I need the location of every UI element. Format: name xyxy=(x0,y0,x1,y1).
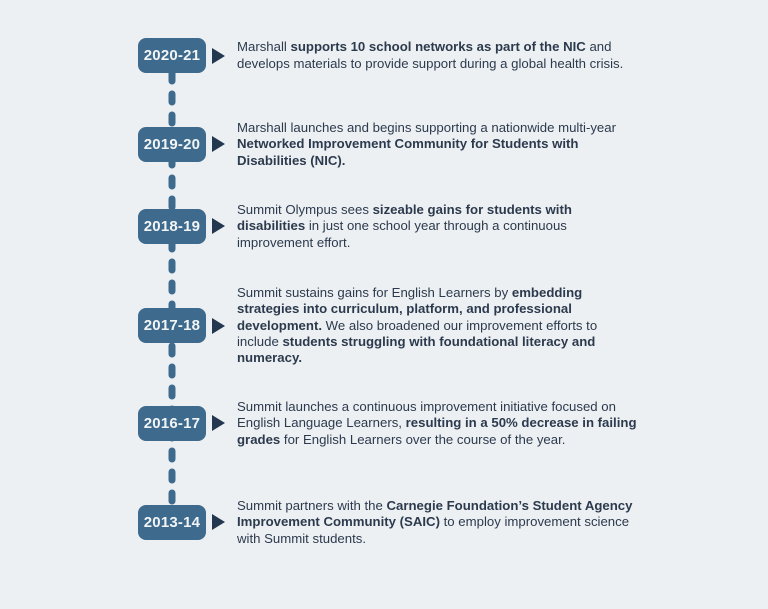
entry-description xyxy=(237,120,637,169)
description-text: for English Learners over the course of the year. xyxy=(280,431,566,447)
description-bold-text: sizeable gains for students with disabilities xyxy=(237,202,572,234)
timeline-entry xyxy=(138,38,637,73)
year-label: 2020-21 xyxy=(143,47,201,64)
year-badge xyxy=(138,406,206,441)
entry-description xyxy=(237,202,637,251)
entry-description xyxy=(237,285,637,366)
year-badge xyxy=(138,209,206,244)
year-badge xyxy=(138,308,206,343)
arrow-right-icon xyxy=(212,318,225,334)
description-text: Marshall xyxy=(237,39,291,55)
entry-description xyxy=(237,39,637,72)
description-text: and develops materials to provide support during a global health crisis. xyxy=(237,39,624,71)
arrow-right-icon xyxy=(212,218,225,234)
description-text: to employ improvement science with Summit students. xyxy=(237,514,630,546)
description-text: Summit partners with the xyxy=(237,498,387,513)
arrow-right-icon xyxy=(212,48,225,64)
year-badge xyxy=(138,127,206,162)
description-bold-text: resulting in a 50% decrease in failing grades xyxy=(237,415,637,447)
arrow-right-icon xyxy=(212,415,225,431)
year-label: 2013-14 xyxy=(143,513,201,531)
arrow-right-icon xyxy=(212,136,225,152)
year-badge xyxy=(138,505,206,540)
timeline-entry xyxy=(138,120,637,169)
description-bold-text: Networked Improvement Community for Students with Disabilities (NIC). xyxy=(237,136,579,168)
timeline-entry xyxy=(138,498,637,547)
year-badge xyxy=(138,38,206,73)
year-label: 2018-19 xyxy=(143,217,201,235)
description-text: We also broadened our improvement efforts to include xyxy=(237,317,598,349)
description-bold-text: embedding strategies into curriculum, platform, and professional development. xyxy=(237,285,583,333)
timeline-entry xyxy=(138,285,637,366)
entry-description xyxy=(237,498,637,547)
timeline-entry xyxy=(138,399,637,448)
description-bold-text: students struggling with foundational literacy and numeracy. xyxy=(237,333,596,366)
arrow-right-icon xyxy=(212,514,225,530)
description-text: Marshall launches and begins supporting a nationwide multi-year xyxy=(237,120,616,135)
year-label: 2017-18 xyxy=(143,317,201,335)
description-text: Summit Olympus sees xyxy=(237,202,373,217)
description-bold-text: Carnegie Foundation’s Student Agency Improvement Community (SAIC) xyxy=(237,498,633,530)
description-text: in just one school year through a continuous improvement effort. xyxy=(237,218,567,250)
description-bold-text: supports 10 school networks as part of the NIC xyxy=(290,39,586,55)
description-text: Summit sustains gains for English Learners by xyxy=(237,285,512,300)
year-label: 2019-20 xyxy=(143,135,201,153)
year-label: 2016-17 xyxy=(143,414,201,432)
entry-description xyxy=(237,399,637,448)
description-text: Summit launches a continuous improvement initiative focused on English Language Learners, xyxy=(237,399,616,431)
timeline-entry xyxy=(138,202,637,251)
